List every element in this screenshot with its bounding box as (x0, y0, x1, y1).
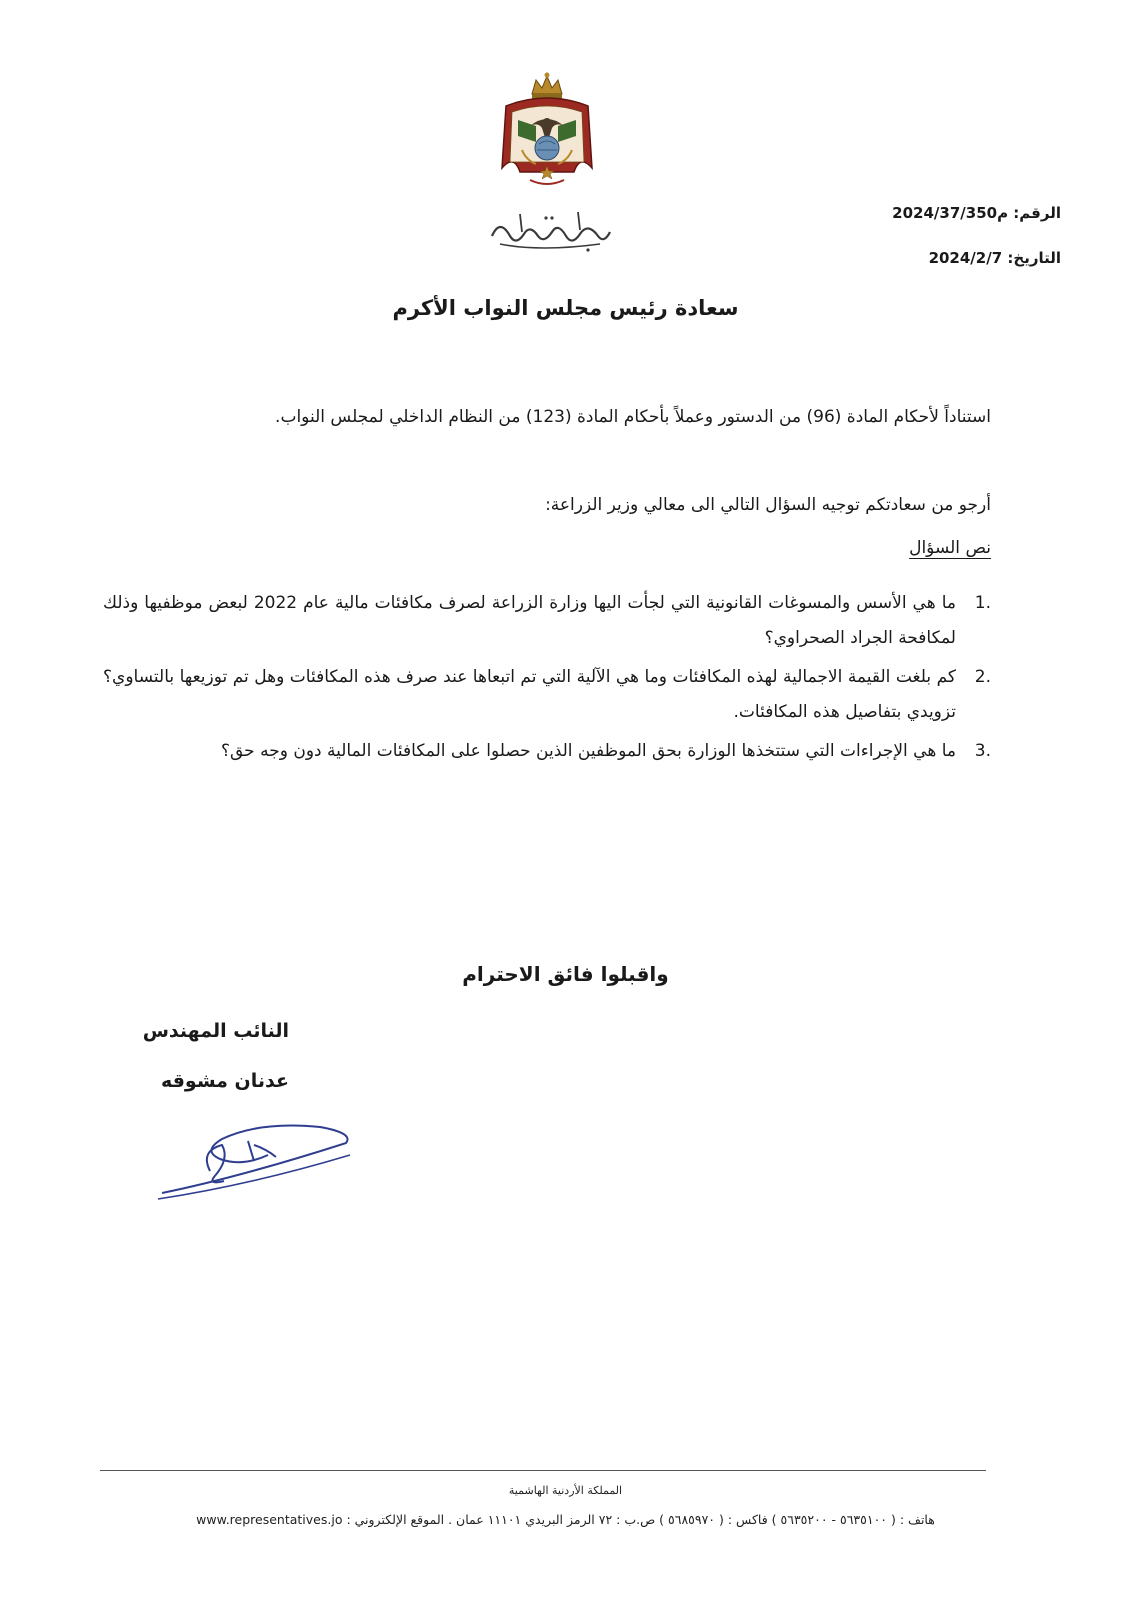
letter-date (929, 249, 1061, 267)
question-text: ما هي الأسس والمسوغات القانونية التي لجأت اليها وزارة الزراعة لصرف مكافئات مالية عام 2022 لبعض موظفيها وذلك لمكافحة الجراد الصحراوي؟ (103, 593, 956, 648)
question-item (103, 660, 991, 730)
question-number: 2. (974, 667, 991, 687)
closing-salutation: واقبلوا فائق الاحترام (462, 962, 669, 986)
question-text: كم بلغت القيمة الاجمالية لهذه المكافئات وما هي الآلية التي تم اتبعاها عند صرف هذه المكافئات وهل تم توزيعها بالتساوي؟ تزويدي بتفاصيل هذه المكافئات. (103, 667, 956, 722)
signatory-title: النائب المهندس (142, 1020, 289, 1042)
date-label: التاريخ: (1007, 249, 1061, 267)
footer-kingdom-name: المملكة الأردنية الهاشمية (508, 1484, 623, 1497)
reference-number (892, 204, 1061, 222)
question-item (103, 586, 991, 656)
question-number: 1. (974, 593, 991, 613)
intro-paragraph: استناداً لأحكام المادة (96) من الدستور وعملاً بأحكام المادة (123) من النظام الداخلي لمجلس النواب. (275, 407, 991, 427)
request-paragraph: أرجو من سعادتكم توجيه السؤال التالي الى معالي وزير الزراعة: (545, 495, 991, 515)
reference-value: م2024/37/350 (892, 204, 1009, 222)
footer-divider (100, 1470, 986, 1471)
council-calligraphy-logo (480, 206, 620, 254)
addressee-heading: سعادة رئيس مجلس النواب الأكرم (392, 296, 739, 320)
question-heading: نص السؤال (909, 538, 991, 558)
question-text: ما هي الإجراءات التي ستتخذها الوزارة بحق الموظفين الذين حصلوا على المكافئات المالية دون وجه حق؟ (220, 741, 956, 761)
signatory-name: عدنان مشوقه (160, 1070, 289, 1092)
footer-contact-info: هاتف : ( ٥٦٣٥١٠٠ - ٥٦٣٥٢٠٠ ) فاكس : ( ٥٦٨٥٩٧٠ ) ص.ب : ٧٢ الرمز البريدي ١١١٠١ عمان . الموقع الإلكتروني : www.representatives.jo (196, 1512, 935, 1527)
question-item (103, 734, 991, 769)
questions-list (103, 586, 991, 773)
date-value: 2024/2/7 (928, 249, 1003, 267)
question-number: 3. (974, 741, 991, 761)
royal-crest-emblem (492, 72, 602, 192)
reference-label: الرقم: (1013, 204, 1061, 222)
handwritten-signature (150, 1115, 360, 1205)
